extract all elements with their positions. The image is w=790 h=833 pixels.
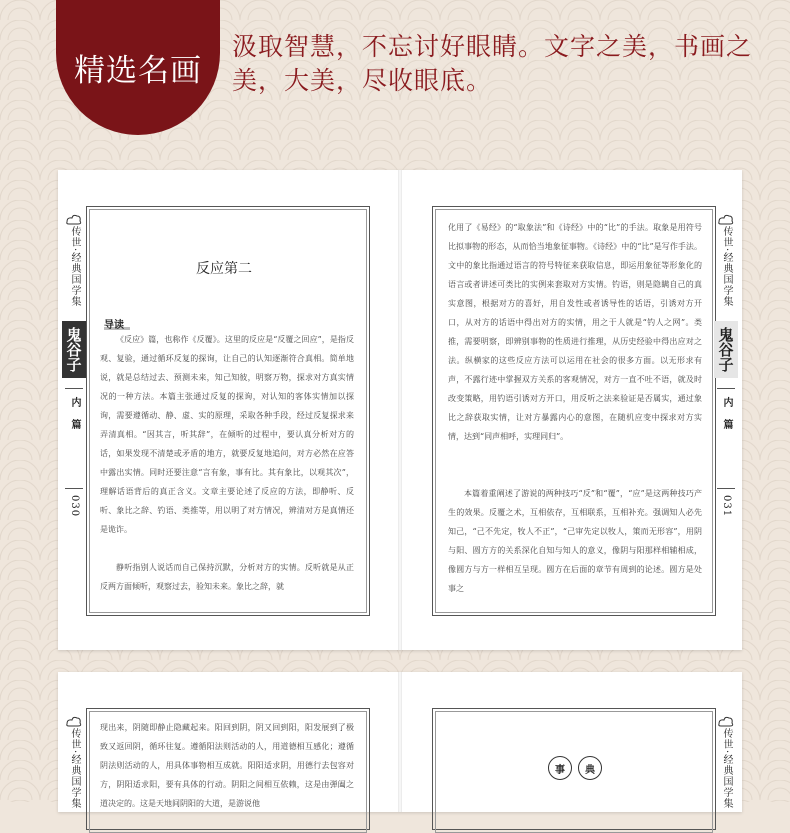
seal-char: 事 bbox=[548, 756, 572, 780]
cloud-emblem-icon bbox=[65, 714, 83, 728]
tab-divider bbox=[65, 388, 83, 389]
body-paragraph: 现出来，阴随即静止隐藏起来。阳回到阴，阴又回到阳，阳发展到了极致又返回阴，循环往复。遵循阳法则活动的人，用道德相互感化；遵循阴法则活动的人，用具体事物相互成就。阳阳适求阴，用德行去包容对方，阴阳适求阳，要有具体的行动。阴阳之间相互依赖，这是由弹阖之道决定的。这是天地间阴阳的大道，是游说他 bbox=[100, 723, 354, 808]
page-number: 031 bbox=[721, 495, 732, 518]
body-paragraph: 静听指别人说话而自己保持沉默，分析对方的实情。反听就是从正反两方面倾听，观察过去，验知未来。象比之辞，就 bbox=[100, 563, 354, 591]
tab-divider bbox=[717, 388, 735, 389]
body-paragraph: 《反应》篇，也称作《反覆》。这里的反应是“反覆之回应”，是指反观、复验，通过循环反复的探询，让自己的认知逐渐符合真相。简单地说，就是总结过去、预测未来，知己知彼，明察万物，探求对方真实情况的一种方法。本篇主张通过反复的探询，对认知的客体实情加以探询，需要遵循动、静、虚、实的原理，采取各种手段，经过反复探求来弄清真相。“因其言，听其辞”，在倾听的过程中，要认真分析对方的话，如果发现不清楚或矛盾的地方，就要反复地追问，对方必然在应答中露出实情。同时还要注意“言有象，事有比。其有象比，以观其次”，理解话语背后的真正含义。文章主要论述了反应的方法，即静听、反听、象比之辞、钓语、类推等，用以明了对方情况，辨清对方是真情还是诡诈。 bbox=[100, 335, 354, 534]
series-line1: 传世· bbox=[721, 226, 732, 253]
cloud-emblem-icon bbox=[65, 212, 83, 226]
page-right bbox=[402, 170, 742, 650]
series-line2: 经典国学集 bbox=[69, 754, 80, 810]
series-line1: 传世· bbox=[721, 728, 732, 755]
section-badge bbox=[56, 0, 220, 135]
badge-label: 精选名画 bbox=[74, 53, 202, 89]
book-spread-1 bbox=[58, 170, 742, 650]
body-paragraph: 化用了《易经》的“取象法”和《诗经》中的“比”的手法。取象是用符号比拟事物的形态，从而恰当地象征事物。《诗经》中的“比”是写作手法。文中的象比指通过语言的符号特征来获取信息，即运用象征等形象化的语言或者讲述可类比的实例来套取对方实情。钓语，则是隐瞒自己的真实意图，根据对方的喜好，用自发性或者诱导性的话语，引诱对方开口，从对方的话语中得出对方的实情，用之于人就是“钓人之网”。类推，需要明察，即辨别事物的性质进行推理，从历史经验中得出应对之法。纵横家的这些反应方法可以运用在社会的很多方面。以无形求有声，不露行迹中掌握双方关系的客观情况，对方一直不吐不语，就及时改变策略，用钓语引诱对方开口，用反听之法来验证是否属实，通过象比之辞获取实情，让对方暴露内心的意图，在随机应变中探求对方实情，达到“同声相呼，实理同归”。 bbox=[448, 223, 702, 441]
chapter-seal bbox=[548, 756, 602, 780]
book-title: 鬼谷子 bbox=[62, 321, 86, 378]
seal-char: 典 bbox=[578, 756, 602, 780]
body-paragraph: 本篇着重阐述了游说的两种技巧“反”和“覆”，“应”是这两种技巧产生的效果。反覆之术，互相依存，互相联系，互相补充。强调知人必先知己，“己不先定，牧人不正”，“己审先定以牧人，策而无形容”，用阴与阳、圆方方的关系深化自知与知人的意义，像阴与阳那样相辅相成，像圆方与方一样相互呈现。圆方在后面的章节有周到的论述。圆方是处事之 bbox=[448, 489, 702, 593]
side-tab-left bbox=[62, 710, 86, 809]
tab-divider bbox=[717, 488, 735, 489]
tab-divider bbox=[65, 488, 83, 489]
page-number: 030 bbox=[69, 495, 80, 518]
page-left bbox=[58, 170, 398, 650]
slogan: 汲取智慧，不忘讨好眼睛。文字之美，书画之美，大美，尽收眼底。 bbox=[232, 32, 753, 95]
series-line2: 经典国学集 bbox=[721, 754, 732, 810]
series-line1: 传世· bbox=[69, 226, 80, 253]
book-spread-2 bbox=[58, 672, 742, 812]
section-label: 内 篇 bbox=[721, 397, 732, 431]
banner bbox=[0, 0, 790, 150]
page-right bbox=[402, 672, 742, 812]
page-left bbox=[58, 672, 398, 812]
series-line2: 经典国学集 bbox=[69, 252, 80, 308]
side-tab-right bbox=[714, 208, 738, 517]
series-line1: 传世· bbox=[69, 728, 80, 755]
cloud-emblem-icon bbox=[717, 212, 735, 226]
section-label: 内 篇 bbox=[69, 397, 80, 431]
book-title: 鬼谷子 bbox=[714, 321, 738, 378]
lead-heading: 导读 bbox=[104, 316, 130, 330]
series-line2: 经典国学集 bbox=[721, 252, 732, 308]
chapter-title: 反应第二 bbox=[196, 261, 252, 277]
side-tab-right bbox=[714, 710, 738, 809]
cloud-emblem-icon bbox=[717, 714, 735, 728]
side-tab-left bbox=[62, 208, 86, 517]
